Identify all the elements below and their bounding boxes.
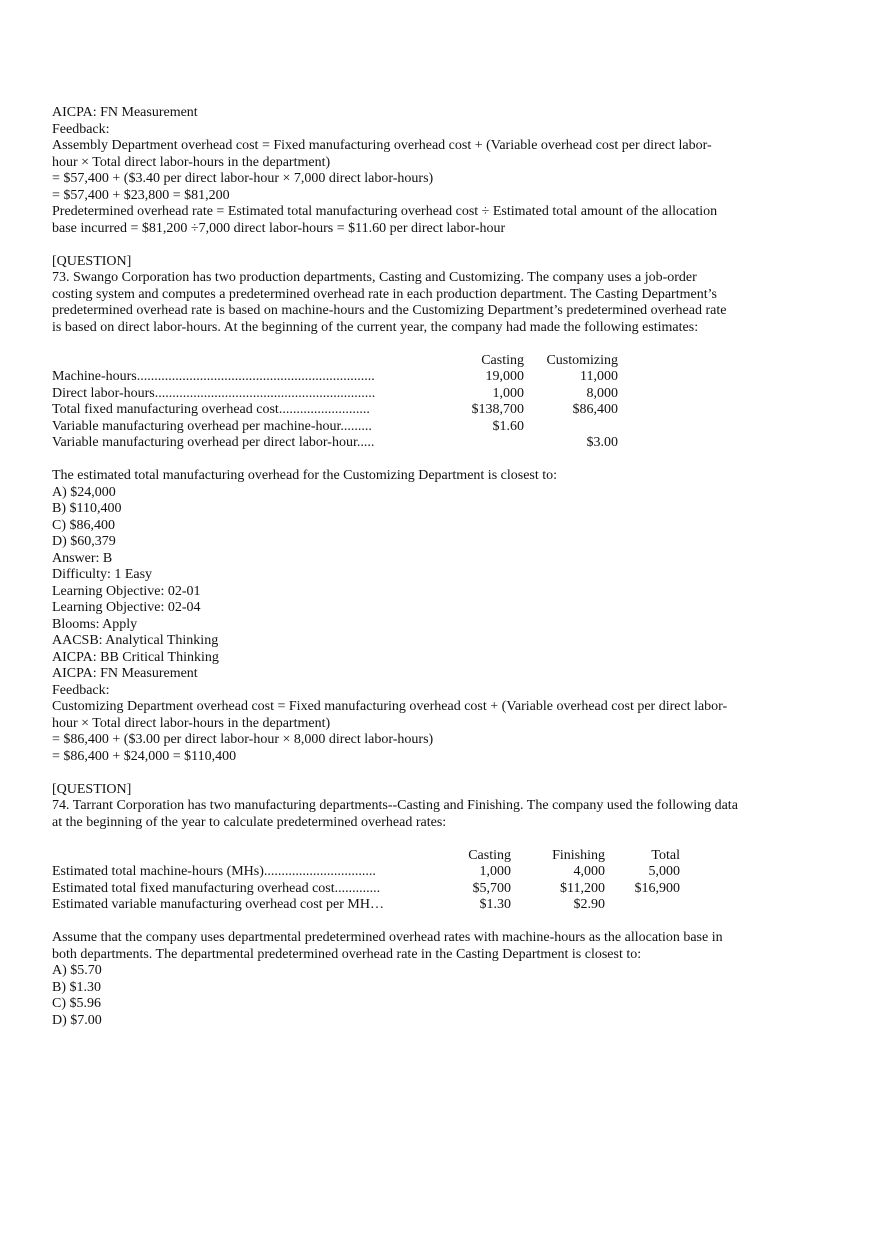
- feedback-label: Feedback:: [52, 682, 110, 698]
- table-cell: [605, 897, 680, 914]
- table-cell: $3.00: [586, 435, 618, 450]
- table-cell: Direct labor-hours...............................................................: [52, 385, 376, 401]
- table-cell: 1,000: [479, 864, 511, 879]
- text-line: AICPA: FN Measurement: [52, 105, 198, 120]
- table-cell: $86,400: [572, 402, 618, 417]
- table-cell: Variable manufacturing overhead per direct labor-hour.....: [52, 435, 375, 450]
- table-cell: $5,700: [472, 880, 511, 896]
- table-header-cell: Total: [651, 847, 680, 863]
- text-line: Assembly Department overhead cost = Fixed manufacturing overhead cost + (Variable overhead cost per direct labor-: [52, 138, 712, 153]
- aicpa-tag: AICPA: FN Measurement: [52, 666, 198, 681]
- question-stem-line: is based on direct labor-hours. At the beginning of the current year, the company had made the following estimates:: [52, 319, 699, 335]
- text-line: = $57,400 + ($3.40 per direct labor-hour × 7,000 direct labor-hours): [52, 171, 434, 186]
- question-stem-line: costing system and computes a predetermined overhead rate in each production department. The Casting Department’s: [52, 286, 717, 302]
- question-prompt: The estimated total manufacturing overhead for the Customizing Department is closest to:: [52, 468, 558, 483]
- text-line: hour × Total direct labor-hours in the department): [52, 154, 331, 170]
- answer-option: C) $5.96: [52, 996, 101, 1011]
- feedback-line: hour × Total direct labor-hours in the department): [52, 715, 331, 731]
- feedback-line: = $86,400 + $24,000 = $110,400: [52, 748, 237, 764]
- question-stem-line: predetermined overhead rate is based on machine-hours and the Customizing Department’s predetermined overhead rate: [52, 303, 727, 318]
- question-73: [52, 254, 820, 766]
- text-line: Predetermined overhead rate = Estimated total manufacturing overhead cost ÷ Estimated total amount of the allocation: [52, 204, 718, 219]
- table-cell: $11,200: [560, 880, 605, 896]
- previous-feedback-block: [52, 105, 820, 237]
- table-cell: Estimated total machine-hours (MHs)................................: [52, 864, 376, 879]
- estimates-table: [52, 353, 618, 452]
- table-cell: $138,700: [471, 402, 524, 417]
- difficulty: Difficulty: 1 Easy: [52, 567, 153, 582]
- aicpa-tag: AICPA: BB Critical Thinking: [52, 649, 219, 665]
- question-tag: [QUESTION]: [52, 253, 132, 269]
- table-cell: 1,000: [492, 385, 524, 401]
- table-row: [52, 864, 680, 881]
- table-cell: Estimated variable manufacturing overhead cost per MH…: [52, 897, 384, 912]
- table-cell: [424, 435, 524, 452]
- table-cell: Estimated total fixed manufacturing overhead cost.............: [52, 880, 381, 896]
- learning-objective: Learning Objective: 02-01: [52, 583, 201, 599]
- question-stem-line: at the beginning of the year to calculate predetermined overhead rates:: [52, 814, 447, 830]
- answer-option: D) $60,379: [52, 534, 116, 549]
- answer-option: B) $110,400: [52, 501, 122, 516]
- answer-option: C) $86,400: [52, 517, 115, 533]
- table-cell: 11,000: [580, 369, 618, 384]
- answer-option: D) $7.00: [52, 1012, 102, 1028]
- table-cell: $1.60: [492, 418, 524, 434]
- table-header-cell: [52, 353, 424, 370]
- feedback-line: Customizing Department overhead cost = Fixed manufacturing overhead cost + (Variable overhead cost per direct labor-: [52, 699, 728, 714]
- table-cell: 19,000: [485, 369, 524, 384]
- text-line: Feedback:: [52, 121, 110, 137]
- question-tag: [QUESTION]: [52, 781, 132, 797]
- answer-option: A) $24,000: [52, 484, 116, 500]
- table-cell: $1.30: [479, 897, 511, 912]
- answer-option: B) $1.30: [52, 979, 101, 995]
- table-cell: 4,000: [573, 864, 605, 879]
- table-header-cell: Casting: [481, 352, 524, 368]
- table-cell: $16,900: [634, 880, 680, 896]
- table-row: [52, 419, 618, 436]
- answer-option: A) $5.70: [52, 963, 102, 978]
- table-header-cell: Finishing: [552, 847, 605, 863]
- question-74: [52, 782, 820, 1030]
- table-header-cell: Casting: [468, 847, 511, 863]
- table-cell: Machine-hours....................................................................: [52, 369, 375, 384]
- table-cell: [524, 419, 618, 436]
- table-row: [52, 402, 618, 419]
- text-line: = $57,400 + $23,800 = $81,200: [52, 187, 230, 203]
- table-row: [52, 369, 618, 386]
- learning-objective: Learning Objective: 02-04: [52, 600, 201, 615]
- blooms-level: Blooms: Apply: [52, 616, 138, 632]
- table-header-cell: [52, 848, 426, 865]
- aacsb-tag: AACSB: Analytical Thinking: [52, 633, 219, 648]
- answer-key: Answer: B: [52, 550, 113, 566]
- table-header-row: [52, 848, 680, 865]
- table-cell: 5,000: [648, 864, 680, 879]
- table-row: [52, 386, 618, 403]
- feedback-line: = $86,400 + ($3.00 per direct labor-hour × 8,000 direct labor-hours): [52, 732, 434, 747]
- table-cell: Variable manufacturing overhead per machine-hour.........: [52, 418, 372, 434]
- text-line: base incurred = $81,200 ÷7,000 direct labor-hours = $11.60 per direct labor-hour: [52, 220, 506, 236]
- question-stem-line: 73. Swango Corporation has two production departments, Casting and Customizing. The company uses a job-order: [52, 270, 697, 285]
- table-cell: Total fixed manufacturing overhead cost..........................: [52, 402, 370, 417]
- table-row: [52, 435, 618, 452]
- table-row: [52, 881, 680, 898]
- table-cell: $2.90: [573, 897, 605, 912]
- department-data-table: [52, 848, 680, 914]
- question-stem-line: 74. Tarrant Corporation has two manufacturing departments--Casting and Finishing. The company used the following data: [52, 798, 738, 813]
- table-header-cell: Customizing: [546, 352, 618, 368]
- question-prompt: Assume that the company uses departmental predetermined overhead rates with machine-hours as the allocation base in: [52, 930, 723, 945]
- table-header-row: [52, 353, 618, 370]
- table-row: [52, 897, 680, 914]
- question-prompt: both departments. The departmental predetermined overhead rate in the Casting Department is closest to:: [52, 946, 642, 962]
- table-cell: 8,000: [586, 385, 618, 401]
